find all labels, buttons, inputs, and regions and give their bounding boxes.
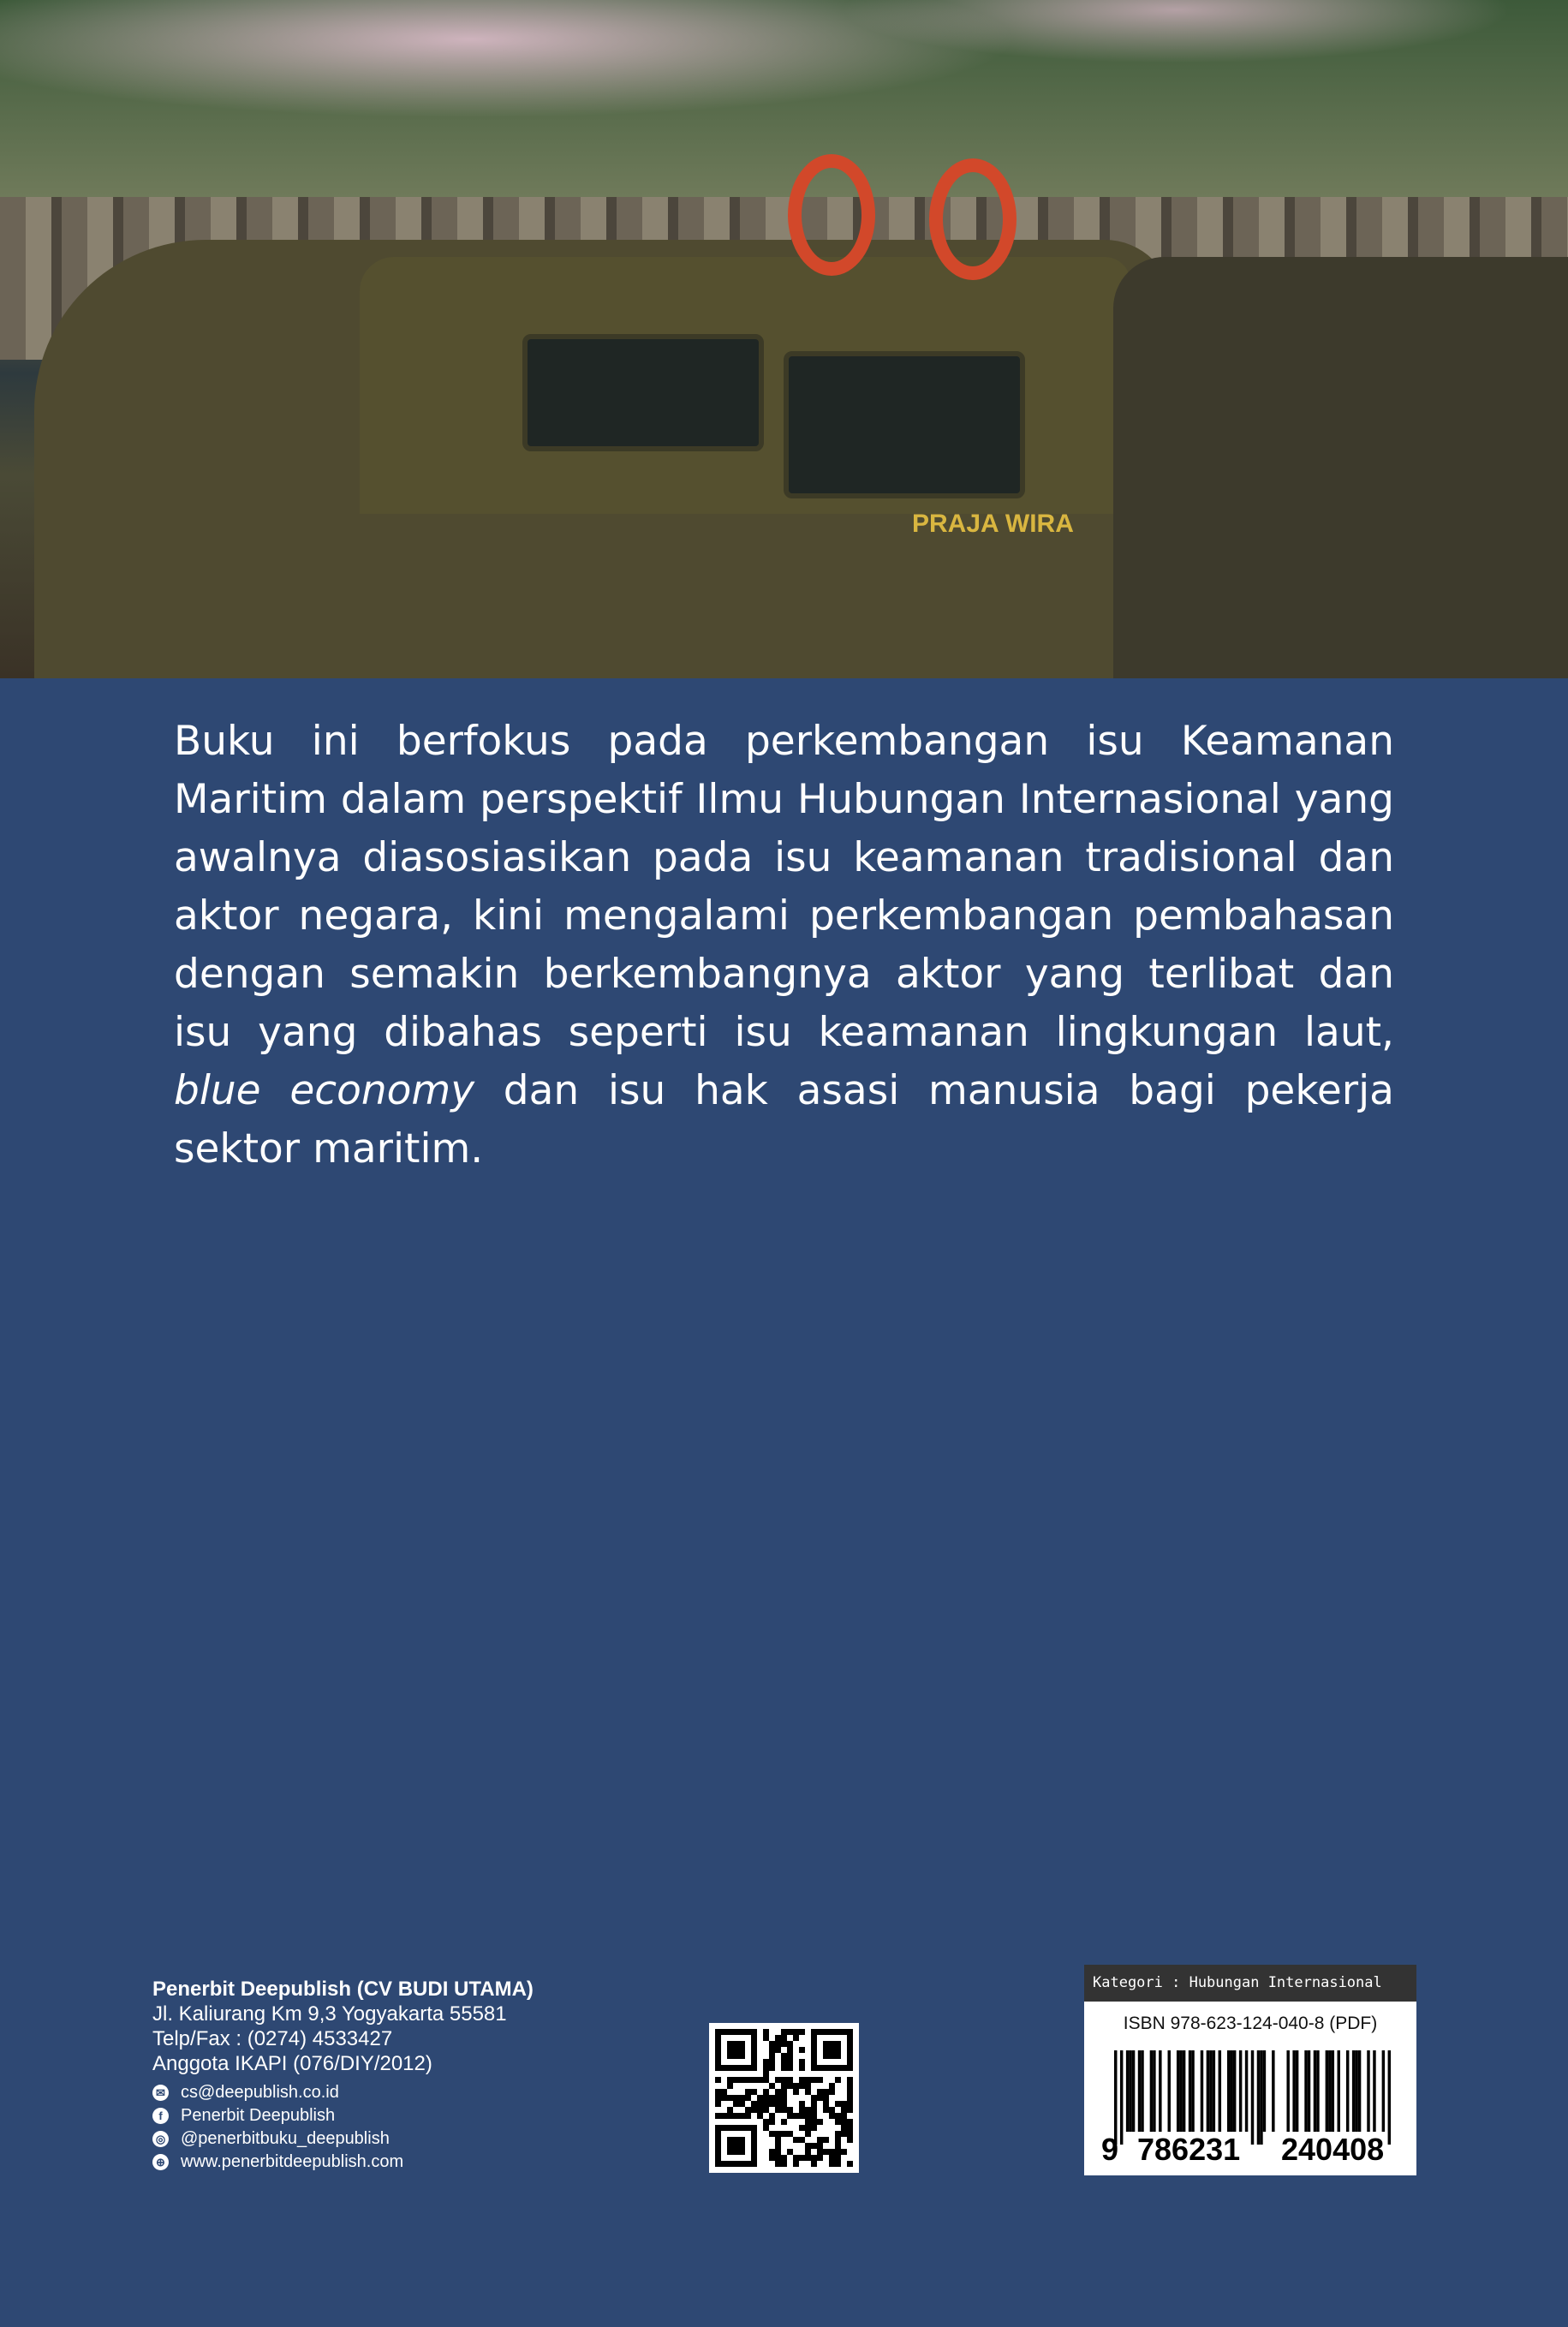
barcode-bar: [1292, 2050, 1295, 2132]
contact-email: [152, 2081, 534, 2104]
contact-instagram: [152, 2127, 534, 2151]
barcode-bar: [1338, 2050, 1340, 2132]
barcode-bar: [1355, 2050, 1357, 2132]
barcode-bar: [1245, 2050, 1248, 2132]
publisher-name: Penerbit Deepublish (CV BUDI UTAMA): [152, 1978, 534, 2001]
barcode-bar: [1239, 2050, 1242, 2132]
contact-text: www.penerbitdeepublish.com: [181, 2152, 404, 2171]
barcode-bar: [1367, 2050, 1369, 2132]
facebook-icon: f: [152, 2108, 169, 2124]
barcode-bar: [1132, 2050, 1135, 2132]
boat-window: [522, 334, 764, 451]
barcode-bar: [1207, 2050, 1209, 2132]
barcode-digits-right: 240408: [1281, 2132, 1385, 2167]
boat-window: [784, 351, 1025, 498]
barcode-bar: [1227, 2050, 1230, 2132]
publisher-address: Jl. Kaliurang Km 9,3 Yogyakarta 55581: [152, 2002, 507, 2026]
barcode-bar: [1382, 2050, 1385, 2132]
barcode-bar: [1213, 2050, 1215, 2132]
barcode-bar: [1129, 2050, 1131, 2132]
barcode-bar: [1304, 2050, 1307, 2132]
barcode-bar: [1251, 2050, 1254, 2145]
barcode-bar: [1150, 2050, 1153, 2132]
barcode-bar: [1260, 2050, 1262, 2145]
barcode-bar: [1114, 2050, 1117, 2145]
barcode-bar: [1257, 2050, 1260, 2145]
barcode-bar: [1286, 2050, 1289, 2132]
barcode-digit-first: 9: [1101, 2132, 1119, 2167]
barcode-bar: [1209, 2050, 1212, 2132]
barcode-digits: [1101, 2132, 1410, 2168]
life-ring: [788, 154, 875, 276]
barcode-bar: [1201, 2050, 1203, 2132]
barcode-bar: [1177, 2050, 1179, 2132]
barcode-bar: [1168, 2050, 1171, 2132]
barcode-bar: [1189, 2050, 1191, 2132]
publisher-phone: Telp/Fax : (0274) 4533427: [152, 2027, 393, 2050]
barcode-bar: [1138, 2050, 1141, 2132]
barcode-bar: [1191, 2050, 1194, 2132]
barcode-bar: [1328, 2050, 1331, 2132]
life-ring: [929, 158, 1017, 280]
barcode-bar: [1388, 2050, 1391, 2145]
contact-text: cs@deepublish.co.id: [181, 2083, 339, 2102]
isbn-barcode-box: [1084, 1965, 1416, 2175]
publisher-ikapi: Anggota IKAPI (076/DIY/2012): [152, 2052, 432, 2075]
trees-sky: [0, 0, 1568, 197]
barcode-bar: [1326, 2050, 1328, 2132]
barcode-bar: [1219, 2050, 1221, 2132]
barcode-bar: [1230, 2050, 1232, 2132]
barcode-bar: [1120, 2050, 1123, 2145]
barcode-digits-left: 786231: [1137, 2132, 1241, 2167]
globe-icon: ⊕: [152, 2154, 169, 2170]
contact-facebook: [152, 2104, 534, 2127]
barcode-bar: [1272, 2050, 1274, 2132]
book-blurb: [174, 713, 1394, 1178]
qr-code: [709, 2023, 859, 2173]
barcode-bar: [1141, 2050, 1143, 2132]
barcode-bar: [1332, 2050, 1334, 2132]
barcode-bar: [1296, 2050, 1298, 2132]
barcode: [1114, 2050, 1397, 2145]
boat-label: PRAJA WIRA: [912, 510, 1074, 538]
isbn-text: ISBN 978-623-124-040-8 (PDF): [1123, 2014, 1378, 2033]
publisher-info: [152, 1977, 534, 2174]
blurb-italic: blue economy: [174, 1067, 475, 1114]
category-label: Kategori : Hubungan Internasional: [1084, 1965, 1416, 2002]
contact-text: @penerbitbuku_deepublish: [181, 2129, 390, 2148]
instagram-icon: ◎: [152, 2131, 169, 2147]
barcode-bar: [1233, 2050, 1236, 2132]
blurb-text: Buku ini berfokus pada perkembangan isu Keamanan Maritim dalam perspektif Ilmu Hubungan Internasional yang awalnya diasosiasikan pada isu keamanan tradisional dan aktor negara, kini mengalami perkembangan pembahasan dengan semakin berkembangnya aktor yang terlibat dan isu yang dibahas seperti isu keamanan lingkungan laut,: [174, 718, 1394, 1056]
second-boat: [1113, 257, 1568, 678]
barcode-bar: [1153, 2050, 1155, 2132]
barcode-bar: [1308, 2050, 1310, 2132]
contact-text: Penerbit Deepublish: [181, 2106, 336, 2125]
barcode-bar: [1314, 2050, 1316, 2132]
barcode-bar: [1159, 2050, 1161, 2132]
barcode-bar: [1183, 2050, 1185, 2132]
barcode-bar: [1352, 2050, 1355, 2132]
barcode-bar: [1179, 2050, 1182, 2132]
barcode-bar: [1316, 2050, 1319, 2132]
barcode-bar: [1373, 2050, 1375, 2132]
email-icon: ✉: [152, 2085, 169, 2101]
barcode-bar: [1126, 2050, 1129, 2132]
barcode-bar: [1358, 2050, 1361, 2132]
blurb-text: dan isu hak asasi manusia bagi pekerja sektor maritim.: [174, 1067, 1394, 1172]
cover-photo: [0, 0, 1568, 678]
barcode-bar: [1346, 2050, 1349, 2132]
barcode-bar: [1263, 2050, 1266, 2132]
contact-website: [152, 2151, 534, 2174]
